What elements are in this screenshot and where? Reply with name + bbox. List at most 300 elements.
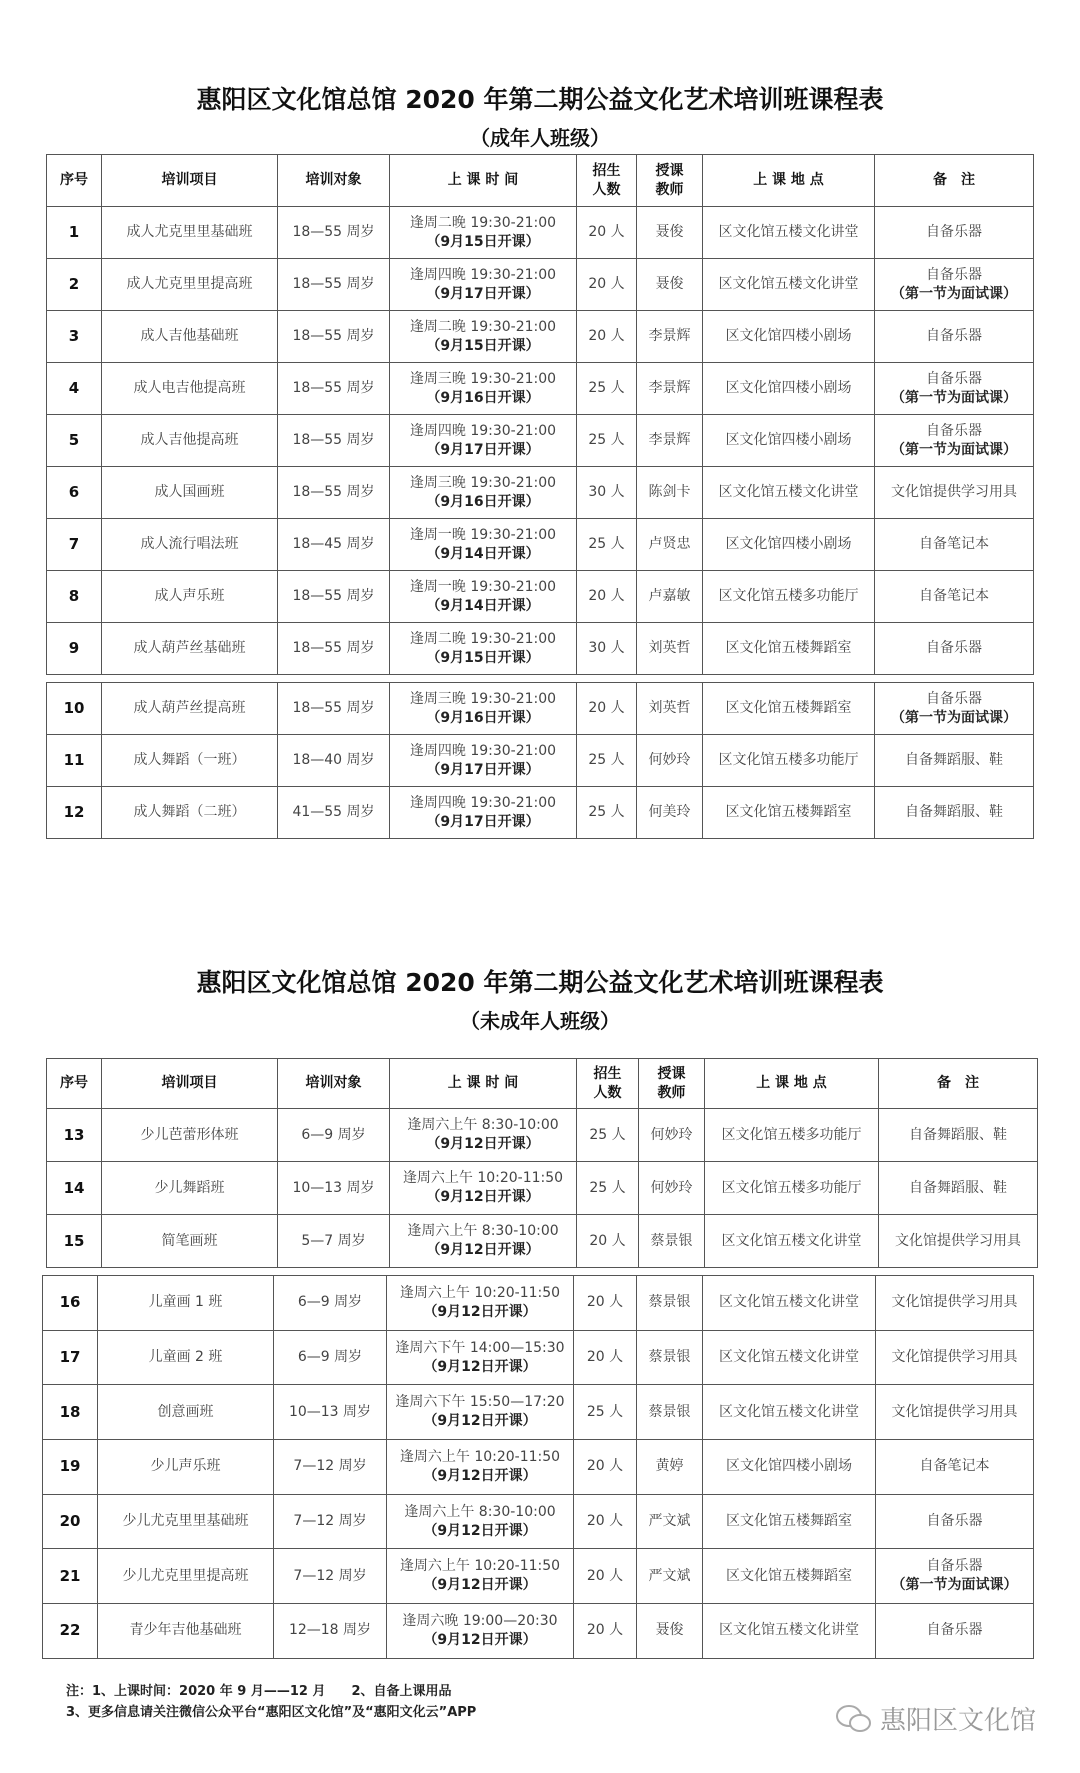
teacher-text: 李景辉 [648,432,691,448]
no-text: 18 [59,1402,81,1421]
no-text: 7 [68,535,80,553]
note-text: 自备乐器 [926,266,982,283]
location [703,207,875,259]
adult-table-subtitle: （成年人班级） [470,126,610,150]
start-text: （9月15日开课） [426,337,540,354]
teacher [637,311,703,363]
name-text: 成人舞蹈（一班） [133,752,246,768]
course-name [102,1109,278,1162]
remark [875,415,1034,467]
count-text: 25 人 [586,1403,624,1420]
column-header: 授课 教师 [639,1059,705,1109]
start-text: （9月12日开课） [426,1189,540,1205]
no-text: 10 [63,699,85,717]
target-age [274,1494,387,1549]
name-text: 成人声乐班 [154,588,225,604]
note-text: 文化馆提供学习用具 [891,1403,1018,1420]
name-text: 成人国画班 [154,484,225,500]
enrollment [577,623,637,675]
start-text: （9月12日开课） [423,1413,537,1430]
row-number [47,683,102,735]
teacher [637,467,703,519]
course-name [102,735,278,787]
wechat-icon [834,1703,874,1735]
age-text: 6—9 周岁 [297,1294,363,1311]
remark [876,1494,1034,1549]
teacher-text: 何妙玲 [650,1126,693,1143]
start-text: （9月12日开课） [423,1303,537,1320]
location [703,1494,876,1549]
time-text: 逢周二晚 19:30-21:00 [409,318,557,335]
note-text: 文化馆提供学习用具 [891,484,1017,500]
remark [875,363,1034,415]
remark [875,467,1034,519]
teacher [637,571,703,623]
count-text: 20 人 [588,328,625,344]
row-number [43,1276,98,1331]
teacher [637,1549,703,1604]
table-row [47,571,1034,623]
target-age [278,519,390,571]
start-text: （9月17日开课） [426,813,540,830]
count-text: 30 人 [588,484,625,500]
target-age [274,1604,387,1659]
column-header: 培训对象 [278,1059,390,1109]
class-time [387,1549,574,1604]
remark [875,787,1034,839]
target-age [278,787,390,839]
class-time [387,1604,574,1659]
column-header: 上 课 地 点 [703,155,875,207]
column-header: 上 课 时 间 [390,155,577,207]
note-text: 自备舞蹈服、鞋 [909,1126,1007,1143]
remark [876,1549,1034,1604]
age-text: 6—9 周岁 [301,1126,366,1143]
start-text: （9月17日开课） [426,441,540,458]
place-text: 区文化馆五楼文化讲堂 [719,1403,859,1420]
no-text: 22 [59,1621,81,1640]
teacher-text: 蔡景银 [648,1349,691,1366]
class-time [387,1330,574,1385]
table-row [47,311,1034,363]
row-number [47,519,102,571]
count-text: 20 人 [586,1349,624,1366]
count-text: 20 人 [588,588,625,604]
class-time [390,571,577,623]
enrollment [574,1604,637,1659]
name-text: 青少年吉他基础班 [129,1622,242,1639]
time-text: 逢周四晚 19:30-21:00 [409,266,557,283]
name-text: 成人葫芦丝提高班 [133,700,246,716]
remark [875,519,1034,571]
name-text: 简笔画班 [161,1232,218,1249]
teacher [637,207,703,259]
no-text: 4 [68,379,80,397]
note-text: 自备舞蹈服、鞋 [905,752,1003,768]
teacher [637,1330,703,1385]
enrollment [577,311,637,363]
no-text: 2 [68,275,80,293]
watermark [834,1700,1036,1737]
enrollment [577,259,637,311]
teacher-text: 刘英哲 [648,700,691,716]
time-text: 逢周四晚 19:30-21:00 [409,422,557,439]
remark [879,1162,1038,1215]
row-number [47,735,102,787]
location [703,683,875,735]
adult-schedule-table [46,682,1034,839]
target-age [274,1440,387,1495]
course-name [102,415,278,467]
row-number [43,1604,98,1659]
location [703,415,875,467]
row-number [43,1330,98,1385]
start-text: （9月16日开课） [426,389,540,406]
teacher [637,1385,703,1440]
note-text: 自备舞蹈服、鞋 [909,1179,1007,1196]
course-name [102,623,278,675]
teacher [639,1162,705,1215]
start-text: （9月12日开课） [423,1577,537,1594]
table-row [47,735,1034,787]
time-text: 逢周一晚 19:30-21:00 [409,578,557,595]
course-name [98,1330,274,1385]
note-line-2-text: （第一节为面试课） [891,389,1017,406]
no-text: 21 [59,1566,81,1585]
minor-schedule-table [42,1275,1034,1659]
time-text: 逢周四晚 19:30-21:00 [409,794,557,811]
note-text: 自备舞蹈服、鞋 [905,804,1003,820]
time-text: 逢周一晚 19:30-21:00 [409,526,557,543]
count-text: 30 人 [588,640,625,656]
no-text: 12 [63,803,85,821]
column-header: 招生 人数 [577,1059,639,1109]
start-text: （9月12日开课） [426,1136,540,1152]
note-text: 自备乐器 [926,370,982,387]
table-row [47,1109,1038,1162]
minor-table-title: 惠阳区文化馆总馆 2020 年第二期公益文化艺术培训班课程表 [196,968,884,997]
place-text: 区文化馆五楼舞蹈室 [726,1567,852,1584]
enrollment [577,571,637,623]
age-text: 41—55 周岁 [292,804,375,820]
remark [875,735,1034,787]
place-text: 区文化馆四楼小剧场 [725,536,852,552]
age-text: 18—40 周岁 [292,752,375,768]
table-row [47,259,1034,311]
time-text: 逢周六上午 10:20-11:50 [399,1558,561,1575]
location [703,735,875,787]
row-number [47,571,102,623]
target-age [278,363,390,415]
teacher [639,1215,705,1268]
class-time [390,467,577,519]
no-text: 14 [63,1178,85,1197]
enrollment [574,1330,637,1385]
count-text: 25 人 [588,536,625,552]
place-text: 区文化馆五楼文化讲堂 [718,484,859,500]
time-text: 逢周六上午 10:20-11:50 [399,1448,561,1465]
name-text: 少儿芭蕾形体班 [140,1126,239,1143]
location [703,311,875,363]
location [703,363,875,415]
remark [876,1440,1034,1495]
teacher-text: 何妙玲 [650,1179,693,1196]
column-header: 序号 [47,1059,102,1109]
table-row [43,1385,1034,1440]
row-number [43,1494,98,1549]
start-text: （9月12日开课） [423,1467,537,1484]
place-text: 区文化馆四楼小剧场 [725,432,852,448]
column-header: 上 课 时 间 [390,1059,577,1109]
teacher-text: 李景辉 [648,328,691,344]
start-text: （9月16日开课） [426,493,540,510]
name-text: 成人流行唱法班 [140,536,239,552]
remark [875,259,1034,311]
target-age [274,1330,387,1385]
target-age [278,623,390,675]
enrollment [577,1215,639,1268]
no-text: 3 [68,327,80,345]
teacher-text: 刘英哲 [648,640,691,656]
table-row [47,623,1034,675]
count-text: 25 人 [589,1126,626,1143]
name-text: 成人电吉他提高班 [133,380,246,396]
course-name [102,1162,278,1215]
course-name [102,683,278,735]
teacher-text: 李景辉 [648,380,691,396]
class-time [387,1385,574,1440]
start-text: （9月12日开课） [426,1242,540,1258]
count-text: 20 人 [586,1622,624,1639]
teacher [637,363,703,415]
note-text: 文化馆提供学习用具 [891,1349,1018,1366]
place-text: 区文化馆五楼多功能厅 [718,752,859,768]
course-name [98,1494,274,1549]
class-time [390,1109,577,1162]
row-number [43,1549,98,1604]
class-time [390,623,577,675]
table-row [47,415,1034,467]
time-text: 逢周三晚 19:30-21:00 [409,370,557,387]
count-text: 20 人 [586,1294,624,1311]
note-text: 自备笔记本 [919,536,989,552]
table-row [47,683,1034,735]
note-text: 文化馆提供学习用具 [891,1294,1018,1311]
enrollment [577,415,637,467]
no-text: 1 [68,223,80,241]
table-row [43,1604,1034,1659]
row-number [47,259,102,311]
note-text: 自备乐器 [926,1513,983,1530]
count-text: 20 人 [586,1567,624,1584]
row-number [47,311,102,363]
course-name [102,1215,278,1268]
name-text: 儿童画 2 班 [148,1349,223,1366]
remark [879,1215,1038,1268]
name-text: 成人尤克里里提高班 [126,276,253,292]
count-text: 25 人 [589,1179,626,1196]
teacher-text: 聂俊 [655,224,684,240]
start-text: （9月15日开课） [426,233,540,250]
enrollment [577,1109,639,1162]
remark [876,1330,1034,1385]
location [703,1276,876,1331]
teacher [637,683,703,735]
count-text: 25 人 [588,752,625,768]
location [703,467,875,519]
age-text: 18—55 周岁 [292,224,375,240]
class-time [390,735,577,787]
class-time [390,1162,577,1215]
no-text: 13 [63,1125,85,1144]
enrollment [577,519,637,571]
age-text: 18—55 周岁 [292,328,375,344]
adult-table-title: 惠阳区文化馆总馆 2020 年第二期公益文化艺术培训班课程表 [196,85,884,114]
enrollment [577,467,637,519]
table-row [47,519,1034,571]
no-text: 9 [68,639,80,657]
table-row [47,467,1034,519]
start-text: （9月15日开课） [426,649,540,666]
note-text: 自备笔记本 [919,588,989,604]
location [703,1440,876,1495]
teacher [637,1276,703,1331]
name-text: 儿童画 1 班 [148,1294,223,1311]
course-name [102,519,278,571]
row-number [43,1385,98,1440]
age-text: 7—12 周岁 [293,1567,367,1584]
column-header: 招生 人数 [577,155,637,207]
age-text: 18—45 周岁 [292,536,375,552]
remark [875,623,1034,675]
class-time [390,1215,577,1268]
course-name [102,363,278,415]
teacher [637,1604,703,1659]
target-age [278,735,390,787]
no-text: 19 [59,1457,81,1476]
note-line-2-text: （第一节为面试课） [891,709,1017,726]
age-text: 10—13 周岁 [288,1403,372,1420]
note-text: 自备乐器 [926,328,982,344]
enrollment [574,1549,637,1604]
age-text: 7—12 周岁 [293,1513,367,1530]
note-text: 自备笔记本 [919,1458,990,1475]
location [703,787,875,839]
class-time [390,787,577,839]
column-header: 授课 教师 [637,155,703,207]
note-line-2-text: （第一节为面试课） [891,441,1017,458]
name-text: 成人舞蹈（二班） [133,804,246,820]
name-text: 少儿声乐班 [150,1458,221,1475]
location [705,1162,879,1215]
age-text: 7—12 周岁 [293,1458,367,1475]
note-text: 自备乐器 [926,690,982,707]
location [705,1215,879,1268]
enrollment [577,735,637,787]
place-text: 区文化馆五楼文化讲堂 [721,1232,862,1249]
place-text: 区文化馆五楼文化讲堂 [719,1294,859,1311]
start-text: （9月12日开课） [423,1522,537,1539]
class-time [387,1440,574,1495]
table-row [43,1549,1034,1604]
start-text: （9月14日开课） [426,597,540,614]
time-text: 逢周四晚 19:30-21:00 [409,742,557,759]
count-text: 20 人 [589,1232,626,1249]
remark [875,683,1034,735]
course-name [102,467,278,519]
remark [876,1385,1034,1440]
place-text: 区文化馆五楼多功能厅 [721,1126,862,1143]
no-text: 5 [68,431,80,449]
teacher [637,1440,703,1495]
enrollment [574,1276,637,1331]
note-text: 自备乐器 [926,640,982,656]
class-time [390,311,577,363]
note-line-2-text: （第一节为面试课） [891,285,1017,302]
teacher-text: 聂俊 [655,276,684,292]
column-header: 序号 [47,155,102,207]
time-text: 逢周六上午 10:20-11:50 [402,1170,564,1186]
name-text: 少儿舞蹈班 [154,1179,225,1196]
note-text: 自备乐器 [926,224,982,240]
age-text: 18—55 周岁 [292,588,375,604]
column-header: 培训项目 [102,1059,278,1109]
remark [875,311,1034,363]
note-line-1: 注：1、上课时间：2020 年 9 月——12 月 2、自备上课用品 [66,1684,452,1699]
teacher [637,259,703,311]
row-number [47,363,102,415]
place-text: 区文化馆五楼舞蹈室 [725,804,852,820]
count-text: 20 人 [586,1458,624,1475]
place-text: 区文化馆四楼小剧场 [725,328,852,344]
location [703,1549,876,1604]
teacher-text: 聂俊 [655,1622,684,1639]
age-text: 12—18 周岁 [288,1622,372,1639]
age-text: 5—7 周岁 [301,1232,366,1249]
enrollment [577,363,637,415]
table-row [43,1276,1034,1331]
enrollment [574,1440,637,1495]
teacher-text: 蔡景银 [648,1403,691,1420]
course-name [98,1385,274,1440]
target-age [278,259,390,311]
course-name [102,571,278,623]
enrollment [577,207,637,259]
class-time [390,207,577,259]
name-text: 成人尤克里里基础班 [126,224,253,240]
time-text: 逢周二晚 19:30-21:00 [409,630,557,647]
teacher-text: 何美玲 [648,804,691,820]
time-text: 逢周三晚 19:30-21:00 [409,474,557,491]
place-text: 区文化馆五楼多功能厅 [721,1179,862,1196]
column-header: 备 注 [879,1059,1038,1109]
minor-table-subtitle: （未成年人班级） [460,1009,620,1033]
target-age [274,1276,387,1331]
teacher [637,1494,703,1549]
class-time [387,1494,574,1549]
place-text: 区文化馆五楼文化讲堂 [719,1349,859,1366]
teacher [637,415,703,467]
no-text: 8 [68,587,80,605]
count-text: 20 人 [588,276,625,292]
row-number [47,623,102,675]
teacher-text: 严文斌 [648,1513,691,1530]
target-age [274,1549,387,1604]
place-text: 区文化馆四楼小剧场 [725,380,852,396]
remark [875,571,1034,623]
enrollment [577,683,637,735]
row-number [47,467,102,519]
